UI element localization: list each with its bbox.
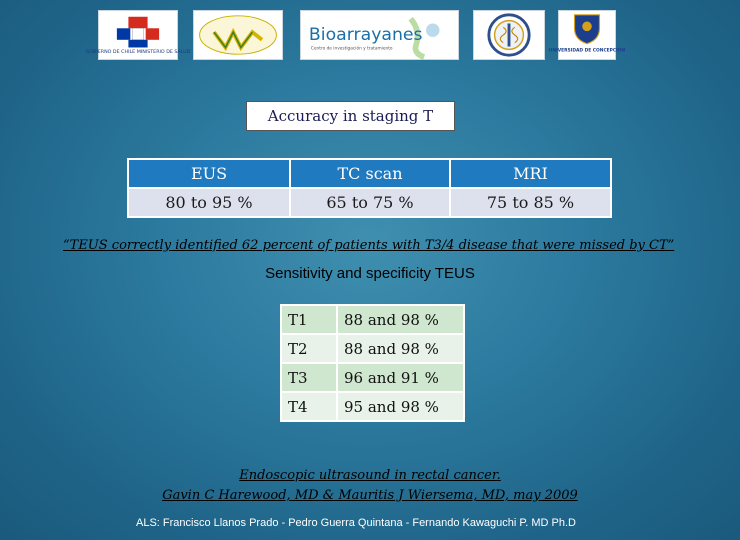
value-tc-scan: 65 to 75 %: [290, 188, 450, 217]
bioarrayanes-subtext: Centro de investigación y tratamiento: [310, 46, 393, 52]
gobierno-de-chile-logo: [85, 10, 191, 60]
stage-cell: T1: [281, 305, 337, 334]
sociedad-logo: [193, 10, 283, 60]
sensitivity-row: [281, 334, 464, 363]
accuracy-header-row: [128, 159, 611, 188]
header-eus: EUS: [128, 159, 290, 188]
stage-cell: T4: [281, 392, 337, 421]
accuracy-value-row: [128, 188, 611, 217]
universidad-text: UNIVERSIDAD DE CONCEPCION: [548, 48, 626, 54]
reference-citation: [0, 466, 740, 506]
value-cell: 88 and 98 %: [337, 334, 464, 363]
value-cell: 96 and 91 %: [337, 363, 464, 392]
sensitivity-row: [281, 363, 464, 392]
sensitivity-title: Sensitivity and specificity TEUS: [265, 265, 475, 282]
value-eus: 80 to 95 %: [128, 188, 290, 217]
universidad-logo: [548, 10, 626, 60]
header-mri: MRI: [450, 159, 611, 188]
stage-cell: T3: [281, 363, 337, 392]
accuracy-title: Accuracy in staging T: [246, 101, 455, 131]
footer-authors: ALS: Francisco Llanos Prado - Pedro Guerra Quintana - Fernando Kawaguchi P. MD Ph.D: [135, 517, 577, 529]
sensitivity-row: [281, 305, 464, 334]
teus-quote: “TEUS correctly identified 62 percent of patients with T3/4 disease that were missed by CT”: [63, 238, 675, 253]
value-cell: 88 and 98 %: [337, 305, 464, 334]
value-cell: 95 and 98 %: [337, 392, 464, 421]
bioarrayanes-text: Bioarrayanes: [308, 24, 423, 45]
value-mri: 75 to 85 %: [450, 188, 611, 217]
reference-title: Endoscopic ultrasound in rectal cancer.: [239, 468, 501, 483]
gobierno-logo-text: GOBIERNO DE CHILE MINISTERIO DE SALUD: [85, 50, 191, 56]
sensitivity-table: [280, 304, 465, 422]
bioarrayanes-logo: [300, 10, 459, 60]
header-tc-scan: TC scan: [290, 159, 450, 188]
reference-authors: Gavin C Harewood, MD & Mauritis J Wiersema, MD, may 2009: [162, 488, 578, 503]
accuracy-table: [127, 158, 612, 218]
sensitivity-row: [281, 392, 464, 421]
logo-bar: [0, 10, 720, 62]
medical-seal-logo: [473, 10, 545, 60]
stage-cell: T2: [281, 334, 337, 363]
